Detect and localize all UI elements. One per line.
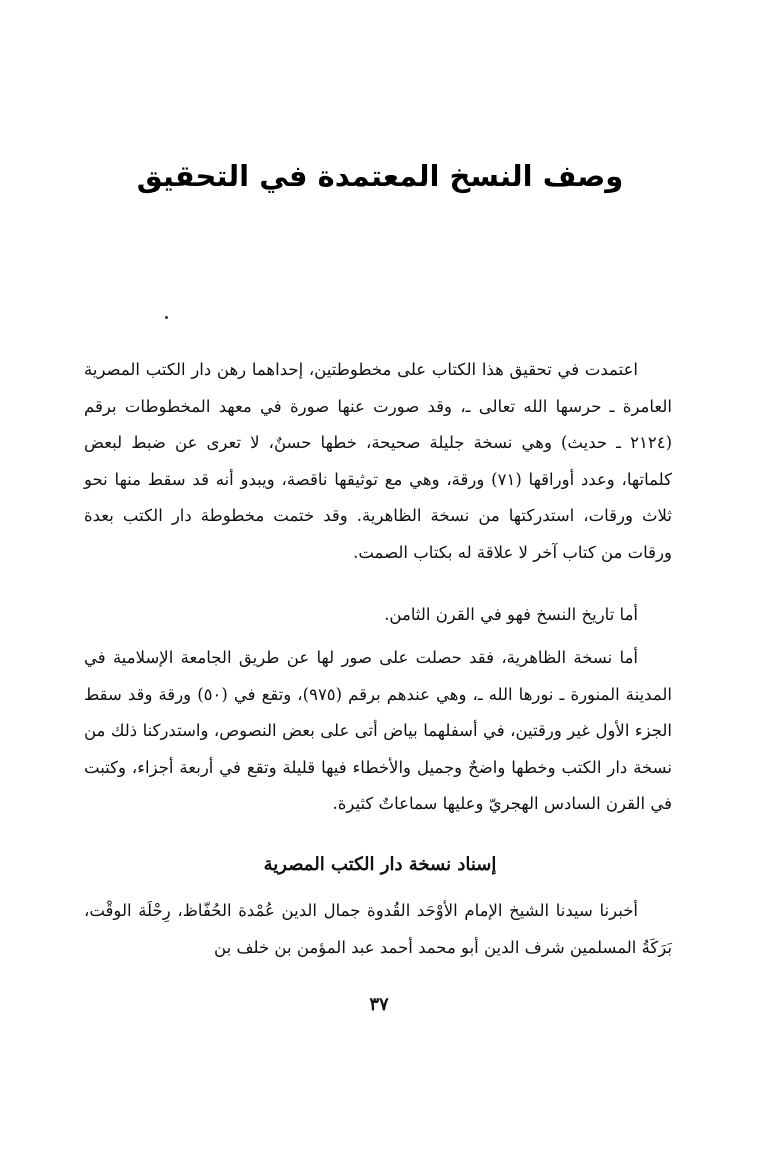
paragraph-text: أما تاريخ النسخ فهو في القرن الثامن. [384,605,638,624]
ink-dot [165,316,168,319]
paragraph-text: اعتمدت في تحقيق هذا الكتاب على مخطوطتين، إحداهما رهن دار الكتب المصرية العامرة ـ حرسها الله تعالى ـ، وقد صورت عنها صورة في معهد المخطوطات برقم (٢١٢٤ ـ حديث) وهي نسخة جليلة صحيحة، خطها حسنٌ، لا تعرى عن ضبط لبعض كلماتها، وعدد أوراقها (٧١) ورقة، وهي مع توثيقها ناقصة، ويبدو أنه قد سقط منها نحو ثلاث ورقات، استدركتها من نسخة الظاهرية. وقد ختمت مخطوطة دار الكتب بعدة ورقات من كتاب آخر لا علاقة له بكتاب الصمت. [84,360,672,562]
paragraph-text: أخبرنا سيدنا الشيخ الإمام الأوْحَد القُدوة جمال الدين عُمْدة الحُفّاظ، رِحْلَة الوقْت، بَرَكَةُ المسلمين شرف الدين أبو محمد أحمد عبد المؤمن بن خلف بن [84,901,672,957]
paragraph-text: أما نسخة الظاهرية، فقد حصلت على صور لها عن طريق الجامعة الإسلامية في المدينة المنورة ـ نورها الله ـ، وهي عندهم برقم (٩٧٥)، وتقع في (٥٠) ورقة وقد سقط الجزء الأول غير ورقتين، في أسفلهما بياض أتى على بعض النصوص، واستدركنا ذلك من نسخة دار الكتب وخطها واضحٌ وجميل والأخطاء فيها قليلة وتقع في أربعة أجزاء، وكتبت في القرن السادس الهجريّ وعليها سماعاتٌ كثيرة. [84,648,672,813]
paragraph-manuscripts-description [84,352,672,571]
page-title: وصف النسخ المعتمدة في التحقيق [136,159,624,193]
paragraph-copy-date [84,597,672,634]
paragraph-zahiriyya-copy [84,640,672,823]
paragraph-isnad [84,893,672,966]
page-number: ٣٧ [369,994,389,1015]
section-heading: إسناد نسخة دار الكتب المصرية [263,854,497,875]
